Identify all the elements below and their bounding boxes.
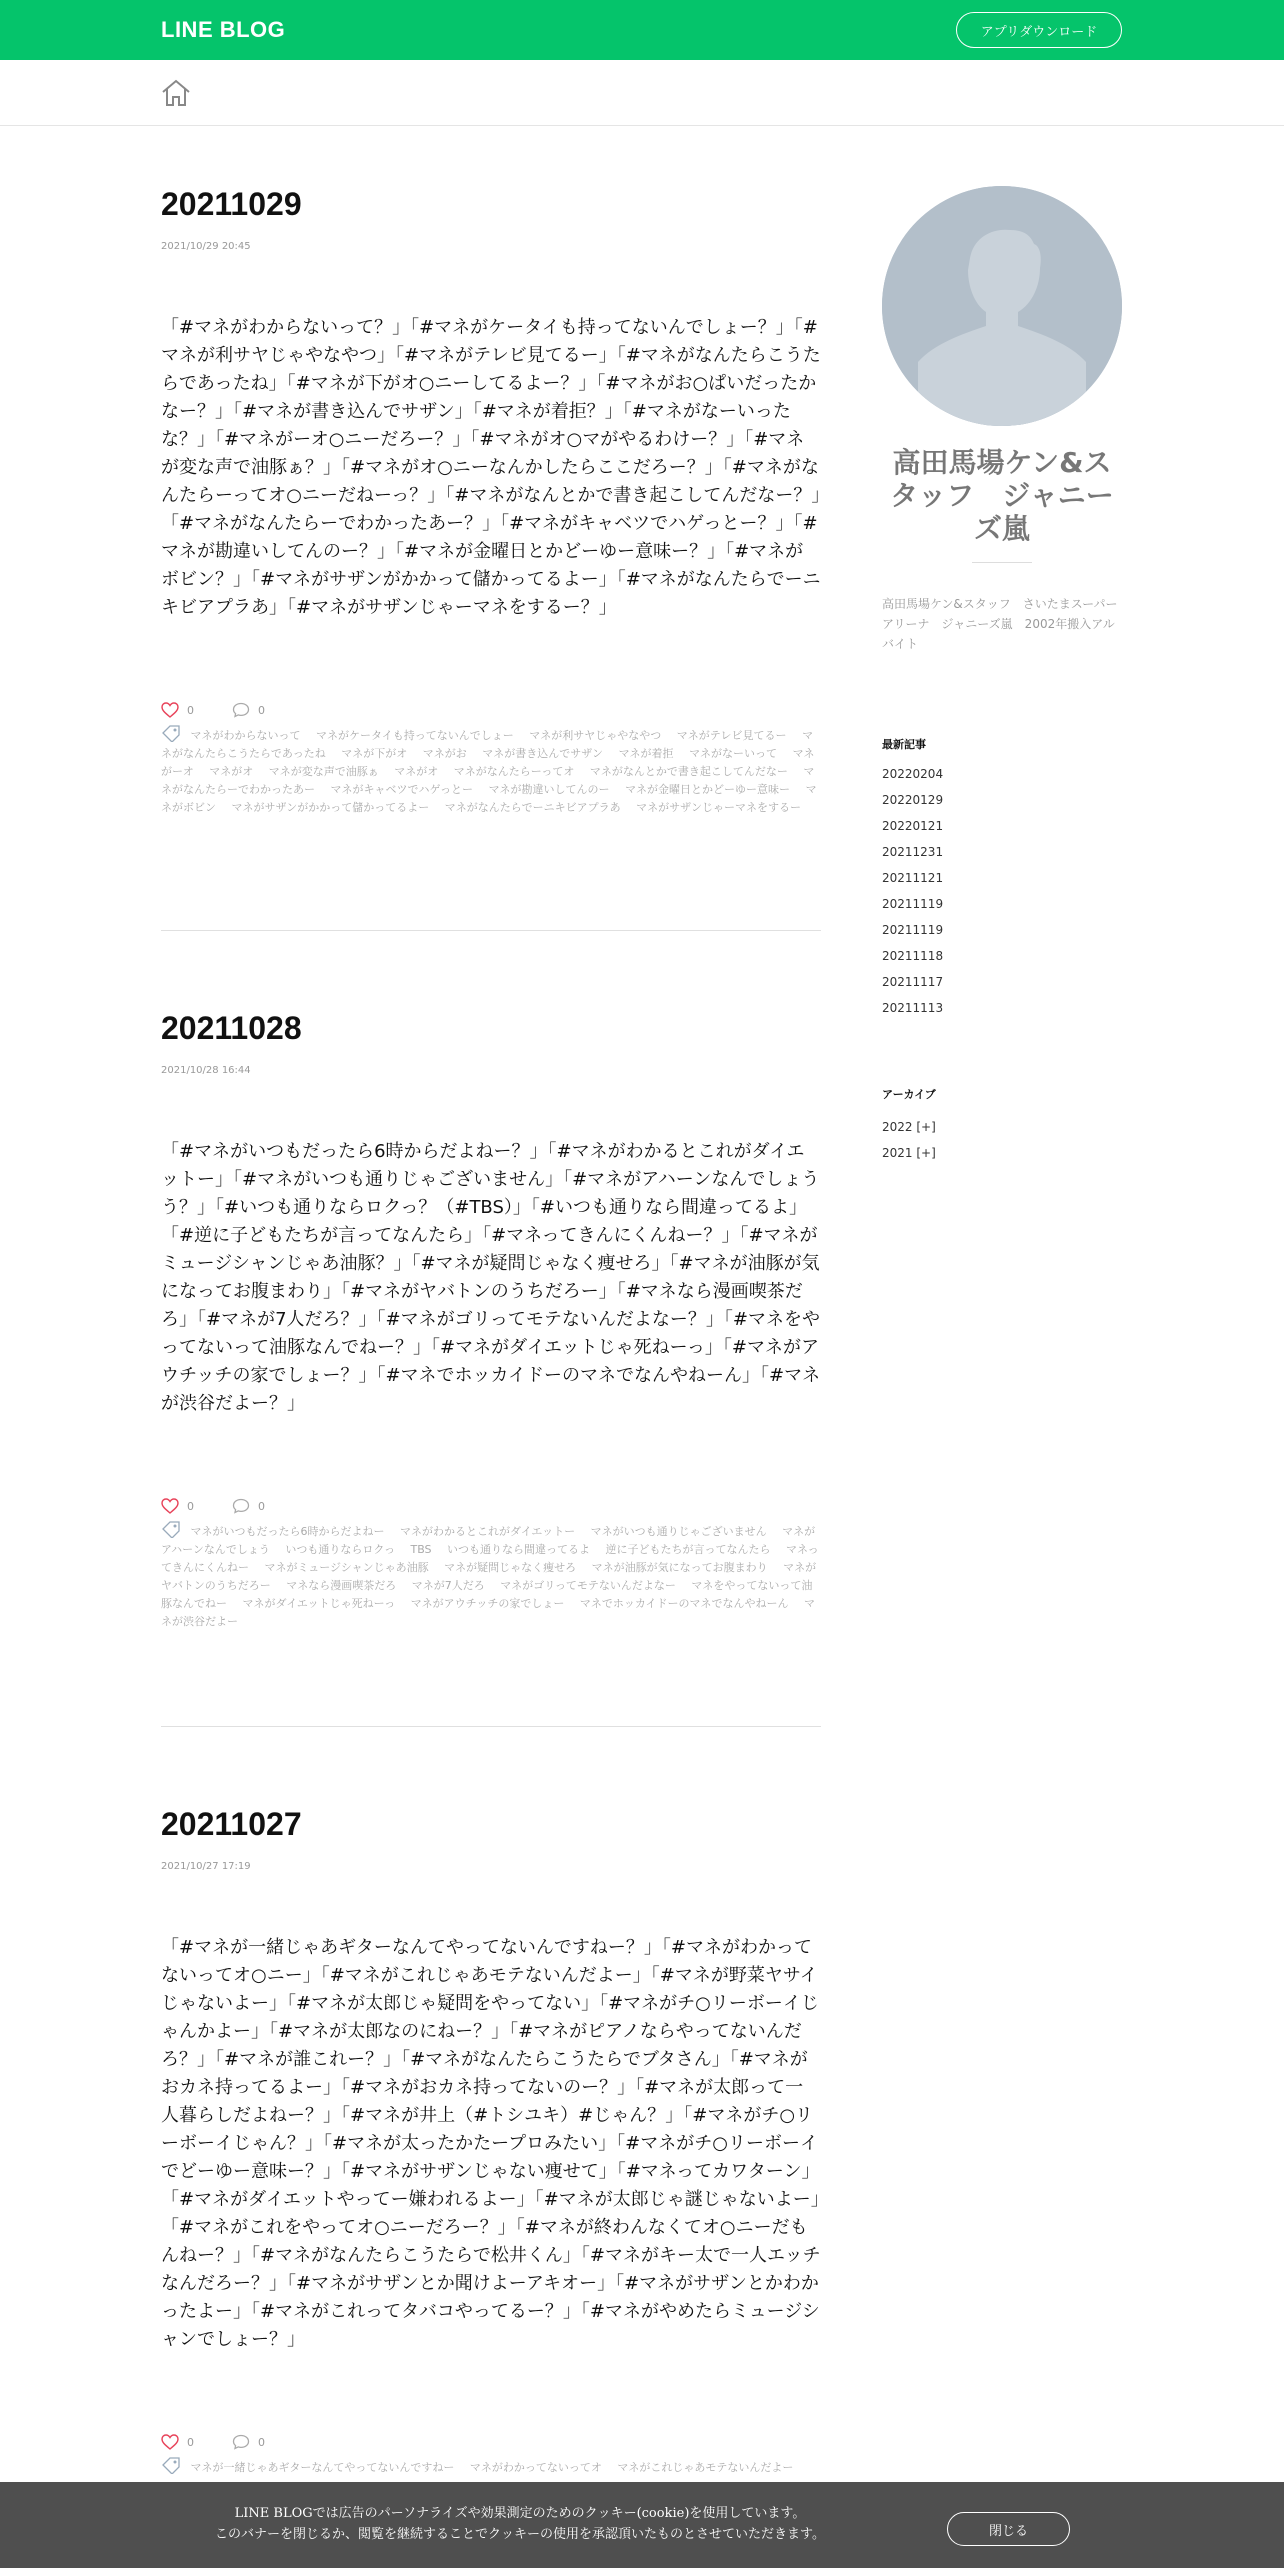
heart-icon [161, 702, 179, 718]
tag-link[interactable]: マネがなんたらこうたらであったね [161, 729, 814, 760]
tag-link[interactable]: マネが利サヤじゃやなやつ [529, 729, 662, 742]
tag-link[interactable]: マネがこれじゃあモテないんだよー [617, 2461, 794, 2474]
tag-link[interactable]: マネがミュージシャンじゃあ油豚 [264, 1561, 429, 1574]
comment-button[interactable] [232, 1498, 265, 1514]
tag-icon [161, 724, 181, 742]
tag-link[interactable]: いつも通りなら間違ってるよ [447, 1543, 591, 1556]
tag-link[interactable]: マネが渋谷だよー [161, 1597, 816, 1628]
tag-link[interactable]: マネが疑問じゃなく痩せろ [444, 1561, 577, 1574]
heart-icon [161, 2434, 179, 2450]
tag-link[interactable]: 逆に子どもたちが言ってなんたら [605, 1543, 771, 1556]
tag-list [161, 1520, 821, 1631]
profile-name[interactable]: 高田馬場ケン&スタッフ ジャニーズ嵐 [890, 446, 1114, 545]
tag-link[interactable]: マネがなーいって [689, 747, 778, 760]
tag-link[interactable]: いつも通りならロクっ [285, 1543, 395, 1556]
like-button[interactable] [161, 702, 194, 718]
tag-link[interactable]: マネがわかってないってオ [469, 2461, 602, 2474]
comment-button[interactable] [232, 702, 265, 718]
post [161, 186, 821, 817]
tag-link[interactable]: マネがヤバトンのうちだろー [161, 1561, 817, 1592]
cookie-message-line: LINE BLOGでは広告のパーソナライズや効果測定のためのクッキー(cookie)を使用しています。 [234, 2506, 806, 2521]
tag-link[interactable]: マネでホッカイドーのマネでなんやねーん [579, 1597, 789, 1610]
comment-count: 0 [258, 703, 265, 717]
post-date: 2021/10/29 20:45 [161, 241, 251, 252]
post-reactions [161, 1498, 821, 1514]
tag-link[interactable]: マネがダイエットじゃ死ねーっ [242, 1597, 396, 1610]
archive-heading: アーカイブ [882, 1088, 936, 1101]
tag-icon [161, 1520, 181, 1538]
post-title[interactable]: 20211027 [161, 1806, 302, 1842]
top-bar [0, 0, 1284, 60]
comment-icon [232, 1498, 250, 1514]
recent-post-link[interactable]: 20211117 [882, 975, 944, 989]
recent-post-link[interactable]: 20220204 [882, 767, 944, 781]
post [161, 1010, 821, 1631]
post-date: 2021/10/27 17:19 [161, 1861, 251, 1872]
tag-link[interactable]: マネがオ [394, 765, 439, 778]
tag-link[interactable]: マネが着拒 [618, 747, 674, 760]
tag-link[interactable]: マネがわかるとこれがダイエットー [400, 1525, 576, 1538]
like-count: 0 [187, 703, 194, 717]
profile-avatar[interactable] [882, 186, 1122, 426]
recent-post-link[interactable]: 20211121 [882, 871, 944, 885]
profile-divider [972, 562, 1032, 563]
profile-description: 高田馬場ケン&スタッフ さいたまスーパーアリーナ ジャニーズ嵐 2002年搬入アルバイト [882, 597, 1118, 651]
tag-link[interactable]: マネがゴリってモテないんだよなー [500, 1579, 676, 1592]
tag-link[interactable]: マネってきんにくんねー [161, 1543, 819, 1574]
nav-bar [0, 60, 1284, 126]
tag-link[interactable]: マネがなんとかで書き起こしてんだなー [589, 765, 788, 778]
tag-link[interactable]: マネがテレビ見てるー [676, 729, 787, 742]
post-date: 2021/10/28 16:44 [161, 1065, 251, 1076]
cookie-message-line: このバナーを閉じるか、閲覧を継続することでクッキーの使用を承認頂いたものとさせていただきます。 [215, 2527, 825, 2542]
home-icon[interactable] [160, 78, 192, 108]
tag-link[interactable]: マネがいつもだったら6時からだよねー [190, 1525, 385, 1538]
tag-link[interactable]: マネがボビン [161, 783, 817, 814]
tag-link[interactable]: マネをやってないって油豚なんでねー [161, 1579, 813, 1610]
post-divider [161, 1726, 821, 1727]
like-button[interactable] [161, 1498, 194, 1514]
comment-count: 0 [258, 1499, 265, 1513]
like-count: 0 [187, 1499, 194, 1513]
default-avatar-icon [882, 186, 1122, 426]
recent-post-link[interactable]: 20211119 [882, 923, 944, 937]
tag-list [161, 724, 821, 817]
heart-icon [161, 1498, 179, 1514]
tag-link[interactable]: マネがお [422, 747, 467, 760]
tag-link[interactable]: マネが書き込んでサザン [482, 747, 604, 760]
tag-list [161, 2456, 821, 2477]
cookie-banner [0, 2482, 1284, 2568]
recent-post-link[interactable]: 20211119 [882, 897, 944, 911]
tag-link[interactable]: マネがなんたらーでわかったあー [161, 765, 815, 796]
comment-count: 0 [258, 2435, 265, 2449]
tag-link[interactable]: マネが下がオ [341, 747, 408, 760]
tag-link[interactable]: マネがなんたらでーニキビアプラあ [444, 801, 621, 814]
post [161, 1806, 821, 2477]
post-title[interactable]: 20211029 [161, 186, 302, 222]
app-download-button[interactable]: アプリダウンロード [956, 12, 1122, 48]
recent-post-link[interactable]: 20220121 [882, 819, 944, 833]
post-reactions [161, 2434, 821, 2450]
tag-link[interactable]: マネが勘違いしてんのー [488, 783, 610, 796]
recent-post-link[interactable]: 20211118 [882, 949, 944, 963]
comment-icon [232, 702, 250, 718]
tag-link[interactable]: マネがいつも通りじゃございません [590, 1525, 767, 1538]
archive-year-link[interactable]: 2021 [+] [882, 1146, 936, 1160]
comment-button[interactable] [232, 2434, 265, 2450]
tag-icon [161, 2456, 181, 2474]
tag-link[interactable]: TBS [410, 1543, 432, 1556]
recent-post-link[interactable]: 20211113 [882, 1001, 944, 1015]
tag-link[interactable]: マネが7人だろ [411, 1579, 485, 1592]
recent-posts-heading: 最新記事 [882, 738, 926, 751]
tag-link[interactable]: マネがアウチッチの家でしょー [410, 1597, 565, 1610]
tag-link[interactable]: マネがーオ [161, 747, 815, 778]
post-title[interactable]: 20211028 [161, 1010, 302, 1046]
tag-link[interactable]: マネがサザンがかかって儲かってるよー [231, 801, 430, 814]
tag-link[interactable]: マネが一緒じゃあギターなんてやってないんですねー [190, 2461, 455, 2474]
tag-link[interactable]: マネが金曜日とかどーゆー意味ー [625, 783, 791, 796]
tag-link[interactable]: マネが変な声で油豚ぁ [268, 765, 379, 778]
post-body: 「#マネが一緒じゃあギターなんてやってないんですねー？」「#マネがわかってないってオ○ニー」「#マネがこれじゃあモテないんだよー」「#マネが野菜ヤサイじゃないよー」「#マネが太郎じゃ疑問をやってない」「#マネがチ○リーボーイじゃんかよー」「#マネが太郎なのにねー？」「#マネがピアノならやってないんだろ？」「#マネが誰これー？」「#マネがなんたらこうたらでブタさん」「#マネがおカネ持ってるよー」「#マネがおカネ持ってないのー？」「#マネが太郎って一人暮らしだよねー？」「#マネが井上（#トシユキ）#じゃん？」「#マネがチ○リーボーイじゃん？」「#マネが太ったかたープロみたい」「#マネがチ○リーボーイでどーゆー意味ー？」「#マネがサザンじゃない痩せて」「#マネってカワターン」「#マネがダイエットやってー嫌われるよー」「#マネが太郎じゃ謎じゃないよー」「#マネがこれをやってオ○ニーだろー？」「#マネが終わんなくてオ○ニーだもんねー？」「#マネがなんたらこうたらで松井くん」「#マネがキー太で一人エッチなんだろー？」「#マネがサザンとか聞けよーアキオー」「#マネがサザンとかわかったよー」「#マネがこれってタバコやってるー？」「#マネがやめたらミュージシャンでしょー？」 [161, 1937, 821, 2350]
tag-link[interactable]: マネがわからないって [190, 729, 301, 742]
archive-year-link[interactable]: 2022 [+] [882, 1120, 936, 1134]
like-button[interactable] [161, 2434, 194, 2450]
line-blog-logo[interactable]: LINE BLOG [161, 17, 286, 42]
tag-link[interactable]: マネがキャベツでハゲっとー [330, 783, 474, 796]
recent-post-link[interactable]: 20220129 [882, 793, 944, 807]
like-count: 0 [187, 2435, 194, 2449]
cookie-close-button[interactable]: 閉じる [947, 2512, 1070, 2546]
tag-link[interactable]: マネがケータイも持ってないんでしょー [316, 729, 514, 742]
tag-link[interactable]: マネが油豚が気になってお腹まわり [591, 1561, 768, 1574]
tag-link[interactable]: マネがサザンじゃーマネをするー [636, 801, 801, 814]
post-divider [161, 930, 821, 931]
comment-icon [232, 2434, 250, 2450]
tag-link[interactable]: マネがアハーンなんでしょう [161, 1525, 816, 1556]
recent-posts-list [882, 767, 943, 1027]
post-body: 「#マネがいつもだったら6時からだよねー？」「#マネがわかるとこれがダイエットー」「#マネがいつも通りじゃございません」「#マネがアハーンなんでしょうう？」「#いつも通りならロクっ？（#TBS）」「#いつも通りなら間違ってるよ」「#逆に子どもたちが言ってなんたら」「#マネってきんにくんねー？」「#マネがミュージシャンじゃあ油豚？」「#マネが疑問じゃなく痩せろ」「#マネが油豚が気になってお腹まわり」「#マネがヤバトンのうちだろー」「#マネなら漫画喫茶だろ」「#マネが7人だろ？」「#マネがゴリってモテないんだよなー？」「#マネをやってないって油豚なんでねー？」「#マネがダイエットじゃ死ねーっ」「#マネがアウチッチの家でしょー？」「#マネでホッカイドーのマネでなんやねーん」「#マネが渋谷だよー？」 [161, 1141, 821, 1414]
post-body: 「#マネがわからないって？」「#マネがケータイも持ってないんでしょー？」「#マネが利サヤじゃやなやつ」「#マネがテレビ見てるー」「#マネがなんたらこうたらであったね」「#マネが下がオ○ニーしてるよー？」「#マネがお○ぱいだったかなー？」「#マネが書き込んでサザン」「#マネが着拒？」「#マネがなーいったな？」「#マネがーオ○ニーだろー？」「#マネがオ○マがやるわけー？」「#マネが変な声で油豚ぁ？」「#マネがオ○ニーなんかしたらここだろー？」「#マネがなんたらーってオ○ニーだねーっ？」「#マネがなんとかで書き起こしてんだなー？」「#マネがなんたらーでわかったあー？」「#マネがキャベツでハゲっとー？」「#マネが勘違いしてんのー？」「#マネが金曜日とかどーゆー意味ー？」「#マネがボビン？」「#マネがサザンがかかって儲かってるよー」「#マネがなんたらでーニキビアプラあ」「#マネがサザンじゃーマネをするー？」 [161, 317, 821, 618]
post-reactions [161, 702, 821, 718]
recent-post-link[interactable]: 20211231 [882, 845, 944, 859]
tag-link[interactable]: マネなら漫画喫茶だろ [286, 1579, 397, 1592]
tag-link[interactable]: マネがオ [209, 765, 254, 778]
cookie-message [160, 2503, 880, 2545]
tag-link[interactable]: マネがなんたらーってオ [453, 765, 575, 778]
archive-list [882, 1120, 936, 1172]
